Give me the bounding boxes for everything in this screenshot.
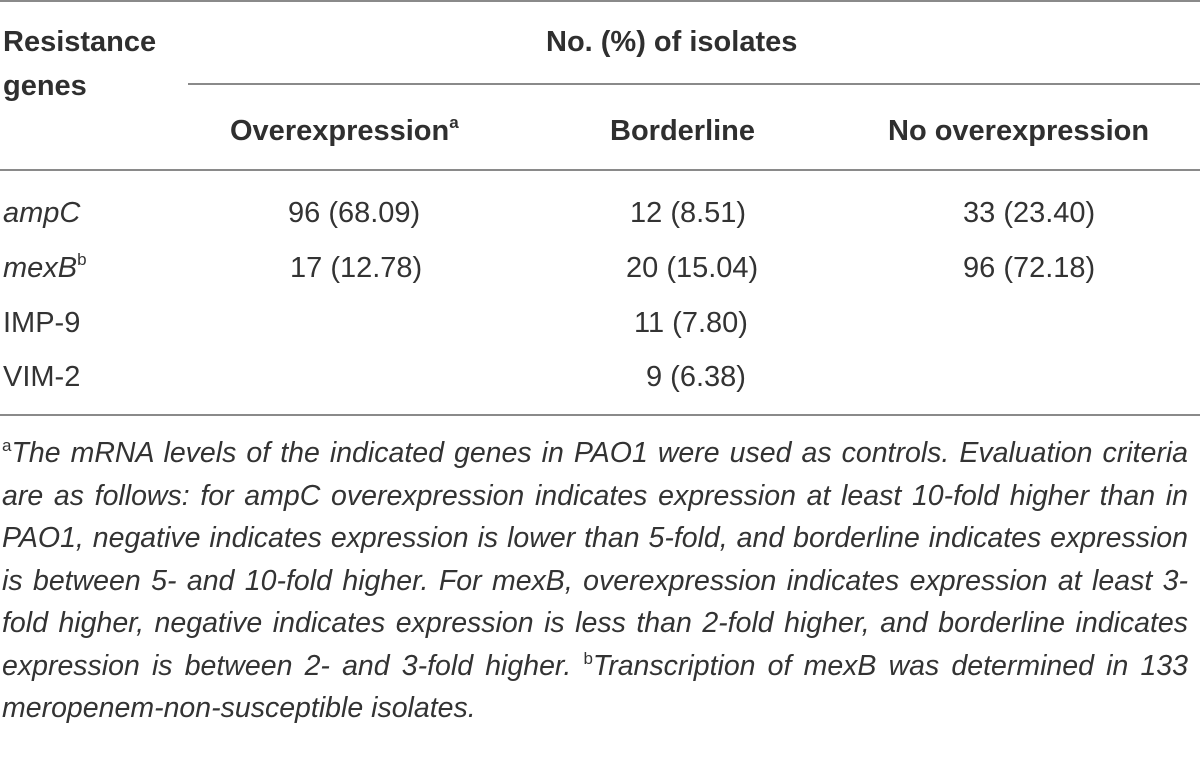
col-header-overexpression-label: Overexpression bbox=[230, 115, 450, 147]
cell-vim2-borderline: 9 (6.38) bbox=[646, 361, 746, 393]
row-gene-mexb-label: mexB bbox=[3, 252, 78, 284]
footnote-marker-b: b bbox=[77, 250, 87, 269]
gene-column-header-line1: Resistance bbox=[3, 26, 157, 58]
gene-column-header-line2: genes bbox=[3, 70, 87, 102]
cell-mexb-borderline: 20 (15.04) bbox=[626, 252, 759, 284]
footnote-a-text: The mRNA levels of the indicated genes in PAO1 were used as controls. Evaluation criteria are as follows: for ampC overexpression indicates expression at least 10-fold higher than in PAO1, negative indicates expression is lower than 5-fold, and borderline indicates expression is between 5- and 10-fold higher. For mexB, overexpression indicates expression at least 3-fold higher, negative indicates expression is less than 2-fold higher, and borderline indicates expression is between 2- and 3-fold higher. bbox=[2, 437, 1188, 682]
row-gene-ampc: ampC bbox=[3, 197, 81, 229]
row-gene-mexb bbox=[3, 251, 87, 285]
col-header-overexpression bbox=[230, 114, 459, 148]
footnote-marker-a: a bbox=[449, 113, 459, 132]
footnote-b-text: Transcription of mexB was determined in 133 meropenem-non-susceptible isolates. bbox=[2, 649, 1189, 724]
cell-ampc-overexpression: 96 (68.09) bbox=[288, 197, 421, 229]
footnote-b-marker: b bbox=[583, 648, 593, 668]
col-header-borderline: Borderline bbox=[610, 115, 756, 147]
cell-ampc-borderline: 12 (8.51) bbox=[630, 197, 747, 229]
footnote-a-marker: a bbox=[2, 436, 12, 455]
cell-mexb-overexpression: 17 (12.78) bbox=[290, 252, 423, 284]
cell-imp9-borderline: 11 (7.80) bbox=[634, 307, 748, 339]
table-footnote bbox=[2, 432, 1188, 730]
table-top-rule bbox=[0, 0, 1200, 2]
cell-mexb-no-overexpression: 96 (72.18) bbox=[963, 252, 1096, 284]
group-header-rule bbox=[188, 83, 1200, 85]
cell-ampc-no-overexpression: 33 (23.40) bbox=[963, 197, 1096, 229]
header-bottom-rule bbox=[0, 169, 1200, 171]
col-header-no-overexpression: No overexpression bbox=[888, 115, 1150, 147]
row-gene-imp9: IMP-9 bbox=[3, 307, 81, 339]
row-gene-vim2: VIM-2 bbox=[3, 361, 81, 393]
table-bottom-rule bbox=[0, 414, 1200, 416]
group-header: No. (%) of isolates bbox=[546, 26, 798, 58]
